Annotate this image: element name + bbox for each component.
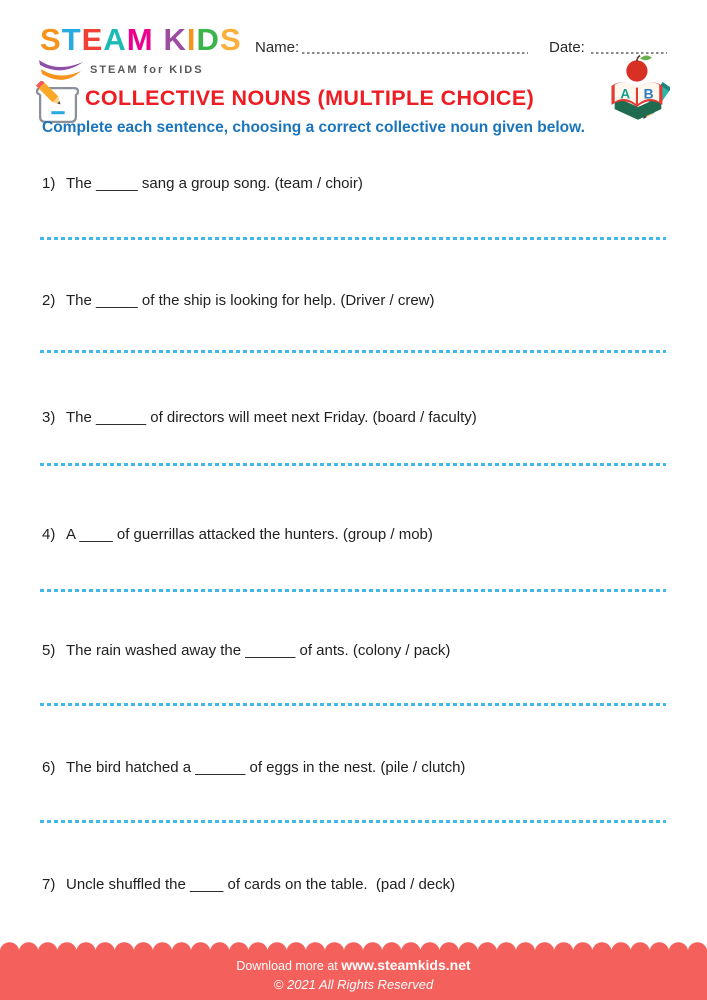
logo-tagline: STEAM for KIDS: [90, 64, 204, 76]
logo-letter: S: [219, 22, 242, 57]
question-row-3: [42, 409, 682, 426]
footer-copyright: © 2021 All Rights Reserved: [273, 977, 434, 992]
answer-line-5[interactable]: [40, 703, 666, 706]
answer-line-2[interactable]: [40, 350, 666, 353]
logo-letter: S: [40, 22, 62, 57]
question-number: 5): [42, 642, 56, 659]
question-row-2: [42, 292, 682, 309]
logo-letter: D: [196, 22, 220, 57]
question-text: The rain washed away the ______ of ants. (colony / pack): [66, 642, 451, 659]
page-title: COLLECTIVE NOUNS (MULTIPLE CHOICE): [85, 86, 535, 110]
instruction-text: Complete each sentence, choosing a correct collective noun given below.: [42, 119, 585, 136]
question-row-5: [42, 642, 682, 659]
answer-line-1[interactable]: [40, 237, 666, 240]
name-label: Name:: [255, 39, 300, 56]
question-text: A ____ of guerrillas attacked the hunters. (group / mob): [66, 526, 433, 543]
question-number: 2): [42, 292, 56, 309]
date-label: Date:: [549, 39, 585, 56]
question-row-6: [42, 759, 682, 776]
question-text: The _____ of the ship is looking for help. (Driver / crew): [66, 292, 435, 309]
question-text: Uncle shuffled the ____ of cards on the table. (pad / deck): [66, 876, 456, 893]
answer-line-3[interactable]: [40, 463, 666, 466]
question-row-4: [42, 526, 682, 543]
question-number: 4): [42, 526, 56, 543]
name-input-line[interactable]: [302, 52, 528, 54]
steamkids-logo: [40, 24, 242, 55]
question-number: 1): [42, 175, 56, 192]
question-text: The bird hatched a ______ of eggs in the nest. (pile / clutch): [66, 759, 466, 776]
svg-text:B: B: [643, 86, 654, 102]
logo-letter: T: [61, 22, 82, 57]
footer-site-link[interactable]: www.steamkids.net: [341, 957, 471, 973]
logo-letter: K: [163, 22, 187, 57]
question-text: The _____ sang a group song. (team / choir): [66, 175, 363, 192]
logo-letter: E: [81, 22, 104, 57]
question-number: 6): [42, 759, 56, 776]
footer-download-prefix: Download more at: [236, 959, 342, 973]
svg-text:A: A: [620, 86, 631, 102]
answer-line-6[interactable]: [40, 820, 666, 823]
logo-letter: A: [103, 22, 127, 57]
question-text: The ______ of directors will meet next Friday. (board / faculty): [66, 409, 477, 426]
logo-letter: M: [126, 22, 154, 57]
footer-band: [0, 952, 707, 1000]
question-row-7: [42, 876, 682, 893]
question-number: 3): [42, 409, 56, 426]
answer-line-4[interactable]: [40, 589, 666, 592]
question-number: 7): [42, 876, 56, 893]
logo-swoosh-icon: [37, 57, 85, 83]
logo-letter: I: [186, 22, 197, 57]
footer-download-line: [0, 957, 707, 973]
question-row-1: [42, 175, 682, 192]
